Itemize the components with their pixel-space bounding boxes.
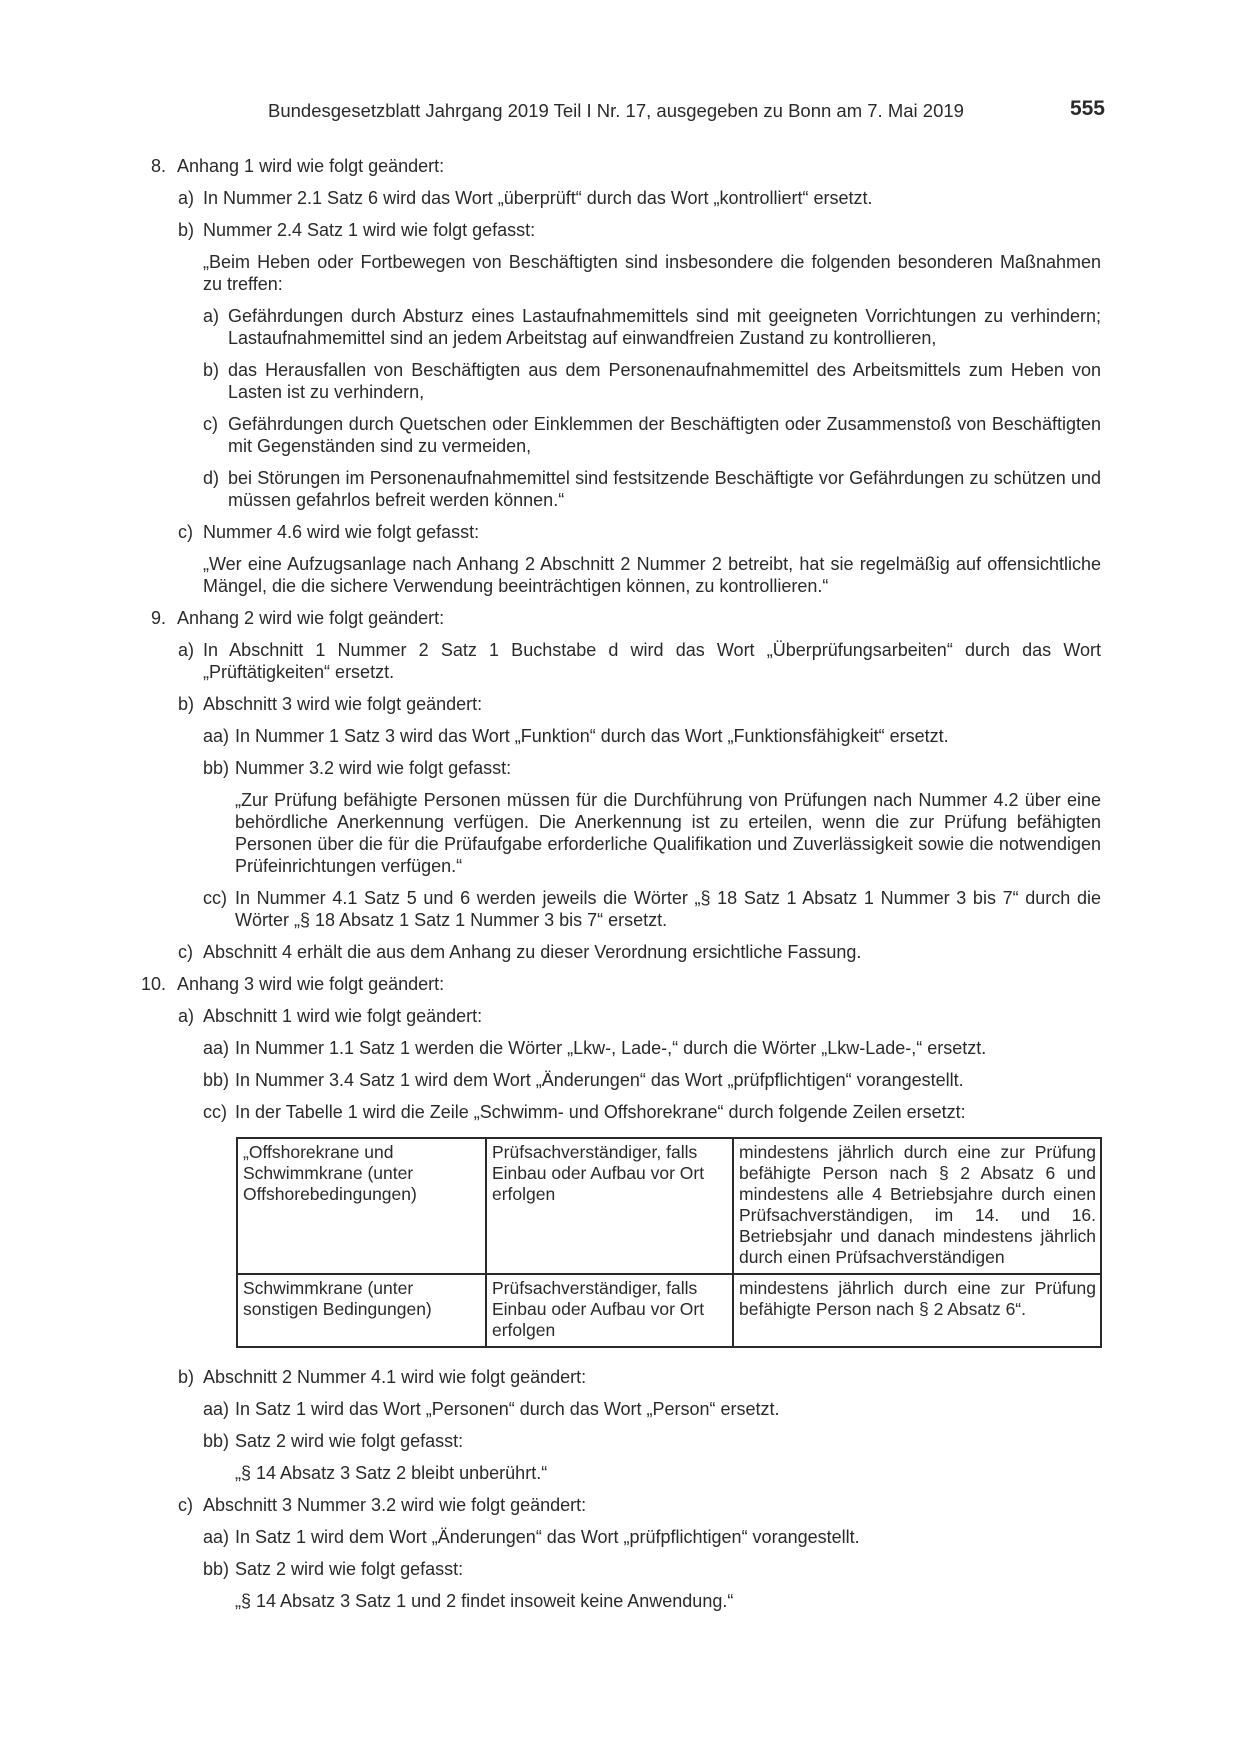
quoted-list-item-a [203,305,1101,349]
subsubitem-label: aa) [203,1038,230,1058]
page-content [0,155,1241,1612]
table-row [237,1138,1101,1274]
subsubitem-10c-aa [203,1526,1101,1548]
subitem-9a [178,639,1101,683]
table-cell: Prüfsachverständiger, falls Einbau oder Aufbau vor Ort erfolgen [486,1138,733,1274]
subsubitem-10c-bb [203,1558,1101,1580]
subsubitem-label: cc) [203,888,227,908]
subsubitem-label: bb) [203,1070,230,1090]
subsubitem-9b-cc [203,887,1101,931]
list-text: Gefährdungen durch Quetschen oder Einklemmen der Beschäftigten oder Zusammenstoß von Beschäftigten mit Gegenständen sind zu vermeiden, [228,414,1101,456]
quoted-text: „Wer eine Aufzugsanlage nach Anhang 2 Abschnitt 2 Nummer 2 betreibt, hat sie regelmäßig auf offensichtliche Mängel, die die sichere Verwendung beeinträchtigen können, zu kontrollieren.“ [203,554,1101,596]
item-label: 8. [150,156,166,176]
subitem-label: a) [178,188,195,208]
quoted-list-item-d [203,467,1101,511]
subsubitem-10a-bb [203,1069,1101,1091]
subitem-text: Abschnitt 2 Nummer 4.1 wird wie folgt geändert: [203,1367,587,1387]
subitem-text: Nummer 2.4 Satz 1 wird wie folgt gefasst: [203,220,536,240]
subsubitem-text: In Nummer 1 Satz 3 wird das Wort „Funktion“ durch das Wort „Funktionsfähigkeit“ ersetzt. [235,726,949,746]
item-label: 10. [140,974,166,994]
item-text: Anhang 2 wird wie folgt geändert: [177,608,445,628]
list-label: a) [203,306,220,326]
subitem-label: a) [178,1006,195,1026]
subitem-text: In Nummer 2.1 Satz 6 wird das Wort „überprüft“ durch das Wort „kontrolliert“ ersetzt. [203,188,873,208]
list-text: bei Störungen im Personenaufnahmemittel sind festsitzende Beschäftigte vor Gefährdungen zu schützen und müssen gefahrlos befreit werden können.“ [228,468,1101,510]
quoted-text: „§ 14 Absatz 3 Satz 1 und 2 findet insoweit keine Anwendung.“ [235,1591,734,1611]
quoted-list-item-c [203,413,1101,457]
running-title: Bundesgesetzblatt Jahrgang 2019 Teil I Nr. 17, ausgegeben zu Bonn am 7. Mai 2019 [268,100,964,121]
subitem-label: a) [178,640,195,660]
subsubitem-9b-bb [203,757,1101,779]
subitem-label: b) [178,694,195,714]
subsubitem-label: aa) [203,1399,230,1419]
subsubitem-9b-aa [203,725,1101,747]
quoted-text: „Beim Heben oder Fortbewegen von Beschäftigten sind insbesondere die folgenden besonderen Maßnahmen zu treffen: [203,252,1101,294]
quoted-list-item-b [203,359,1101,403]
item-10 [132,973,1101,995]
page-number: 555 [1069,97,1105,120]
subsubitem-10b-bb [203,1430,1101,1452]
table-cell: Schwimmkrane (unter sonstigen Bedingungen) [237,1274,486,1347]
subitem-text: In Abschnitt 1 Nummer 2 Satz 1 Buchstabe d wird das Wort „Überprüfungsarbeiten“ durch das Wort „Prüftätigkeiten“ ersetzt. [203,640,1101,682]
table-cell: mindestens jährlich durch eine zur Prüfung befähigte Person nach § 2 Absatz 6 und mindestens alle 4 Betriebsjahre durch einen Prüfsachverständigen, im 14. und 16. Betriebsjahr und danach mindestens jährlich durch einen Prüfsachverständigen [733,1138,1101,1274]
item-text: Anhang 1 wird wie folgt geändert: [177,156,445,176]
subsubitem-text: In der Tabelle 1 wird die Zeile „Schwimm- und Offshorekrane“ durch folgende Zeilen ersetzt: [235,1102,966,1122]
item-label: 9. [150,608,166,628]
item-8 [132,155,1101,177]
quoted-text: „§ 14 Absatz 3 Satz 2 bleibt unberührt.“ [235,1463,548,1483]
subitem-text: Abschnitt 3 wird wie folgt geändert: [203,694,483,714]
subitem-text: Abschnitt 4 erhält die aus dem Anhang zu dieser Verordnung ersichtliche Fassung. [203,942,862,962]
list-text: Gefährdungen durch Absturz eines Lastaufnahmemittels sind mit geeigneten Vorrichtungen zu verhindern; Lastaufnahmemittel sind an jedem Arbeitstag auf einwandfreien Zustand zu kontrollieren, [228,306,1101,348]
subsubitem-10a-aa [203,1037,1101,1059]
subitem-label: c) [178,1495,193,1515]
subsubitem-text: In Nummer 3.4 Satz 1 wird dem Wort „Änderungen“ das Wort „prüfpflichtigen“ vorangestellt. [235,1070,964,1090]
subitem-label: b) [178,220,195,240]
subsubitem-text: Nummer 3.2 wird wie folgt gefasst: [235,758,512,778]
subitem-10a [178,1005,1101,1027]
subsubitem-text: In Satz 1 wird das Wort „Personen“ durch das Wort „Person“ ersetzt. [235,1399,780,1419]
subsubitem-10b-aa [203,1398,1101,1420]
subitem-9b [178,693,1101,715]
table-cell: „Offshorekrane und Schwimmkrane (unter Offshorebedingungen) [237,1138,486,1274]
subitem-10b [178,1366,1101,1388]
subsubitem-text: In Satz 1 wird dem Wort „Änderungen“ das Wort „prüfpflichtigen“ vorangestellt. [235,1527,860,1547]
subitem-label: c) [178,522,193,542]
subsubitem-label: bb) [203,1559,230,1579]
subsubitem-text: Satz 2 wird wie folgt gefasst: [235,1431,464,1451]
subsubitem-text: In Nummer 4.1 Satz 5 und 6 werden jeweils die Wörter „§ 18 Satz 1 Absatz 1 Nummer 3 bis 7“ durch die Wörter „§ 18 Absatz 1 Satz 1 Nummer 3 bis 7“ ersetzt. [235,888,1101,930]
subitem-text: Abschnitt 1 wird wie folgt geändert: [203,1006,483,1026]
table-row [237,1274,1101,1347]
replacement-table [236,1137,1102,1348]
subsubitem-label: aa) [203,1527,230,1547]
subsubitem-label: bb) [203,758,230,778]
subsubitem-text: Satz 2 wird wie folgt gefasst: [235,1559,464,1579]
subitem-9c [178,941,1101,963]
subsubitem-label: cc) [203,1102,227,1122]
subitem-text: Nummer 4.6 wird wie folgt gefasst: [203,522,480,542]
item-text: Anhang 3 wird wie folgt geändert: [177,974,445,994]
subitem-8c [178,521,1101,543]
list-label: b) [203,360,220,380]
subitem-label: c) [178,942,193,962]
table-cell: Prüfsachverständiger, falls Einbau oder Aufbau vor Ort erfolgen [486,1274,733,1347]
quoted-text: „Zur Prüfung befähigte Personen müssen für die Durchführung von Prüfungen nach Nummer 4.2 über eine behördliche Anerkennung verfügen. Die Anerkennung ist zu erteilen, wenn die zur Prüfung befähigten Personen über die für die Prüfaufgabe erforderliche Qualifikation und Zuverlässigkeit sowie die notwendigen Prüfeinrichtungen verfügen.“ [235,790,1101,876]
list-label: d) [203,468,220,488]
subitem-8a [178,187,1101,209]
subitem-8b [178,219,1101,241]
subsubitem-label: aa) [203,726,230,746]
list-text: das Herausfallen von Beschäftigten aus dem Personenaufnahmemittel des Arbeitsmittels zum Heben von Lasten ist zu verhindern, [228,360,1101,402]
item-9 [132,607,1101,629]
subitem-text: Abschnitt 3 Nummer 3.2 wird wie folgt geändert: [203,1495,587,1515]
subitem-10c [178,1494,1101,1516]
subsubitem-label: bb) [203,1431,230,1451]
subitem-label: b) [178,1367,195,1387]
subsubitem-text: In Nummer 1.1 Satz 1 werden die Wörter „Lkw-, Lade-,“ durch die Wörter „Lkw-Lade-,“ ersetzt. [235,1038,987,1058]
list-label: c) [203,414,218,434]
page-header [0,97,1241,126]
subsubitem-10a-cc [203,1101,1101,1123]
table-cell: mindestens jährlich durch eine zur Prüfung befähigte Person nach § 2 Absatz 6“. [733,1274,1101,1347]
